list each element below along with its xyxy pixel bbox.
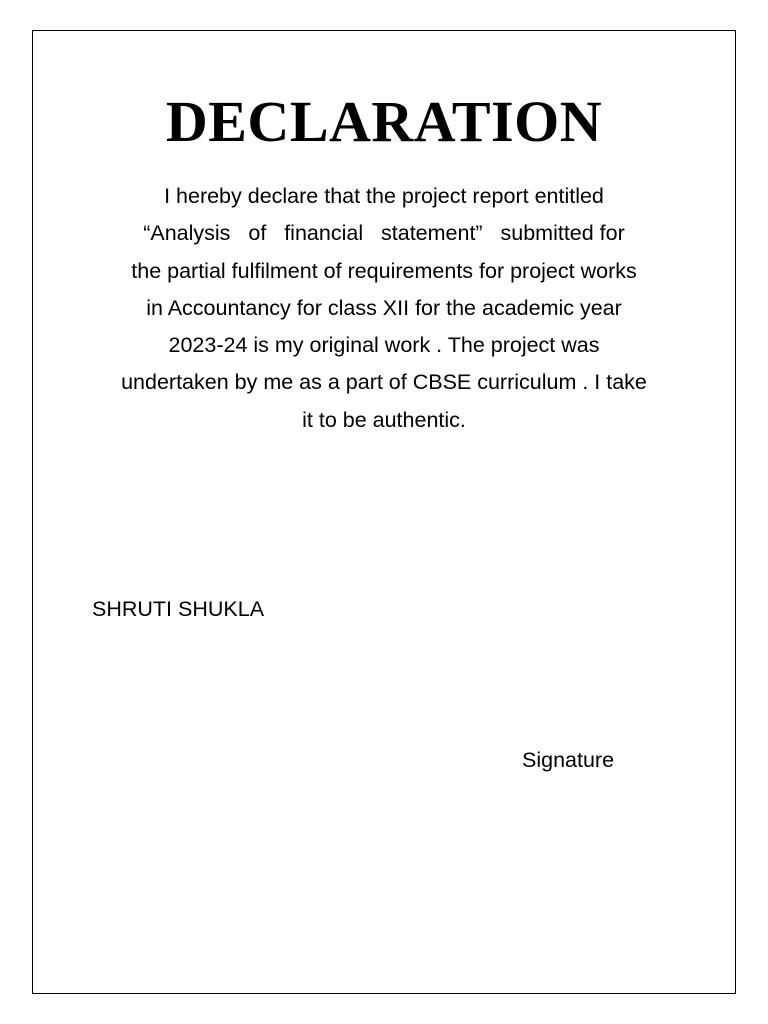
declaration-body xyxy=(80,178,688,439)
body-line: “Analysis of financial statement” submitted for xyxy=(143,221,625,246)
page-border xyxy=(32,30,736,994)
signature-label: Signature xyxy=(522,748,615,772)
declaration-title: DECLARATION xyxy=(165,89,603,154)
student-name: SHRUTI SHUKLA xyxy=(92,597,265,621)
body-line: 2023-24 is my original work . The project was xyxy=(168,333,600,358)
body-line: I hereby declare that the project report entitled xyxy=(164,184,604,208)
body-line: undertaken by me as a part of CBSE curriculum . I take xyxy=(121,370,647,395)
body-line: in Accountancy for class XII for the academic year xyxy=(146,295,622,320)
body-line: the partial fulfilment of requirements for project works xyxy=(131,258,637,283)
body-line: it to be authentic. xyxy=(302,407,466,432)
